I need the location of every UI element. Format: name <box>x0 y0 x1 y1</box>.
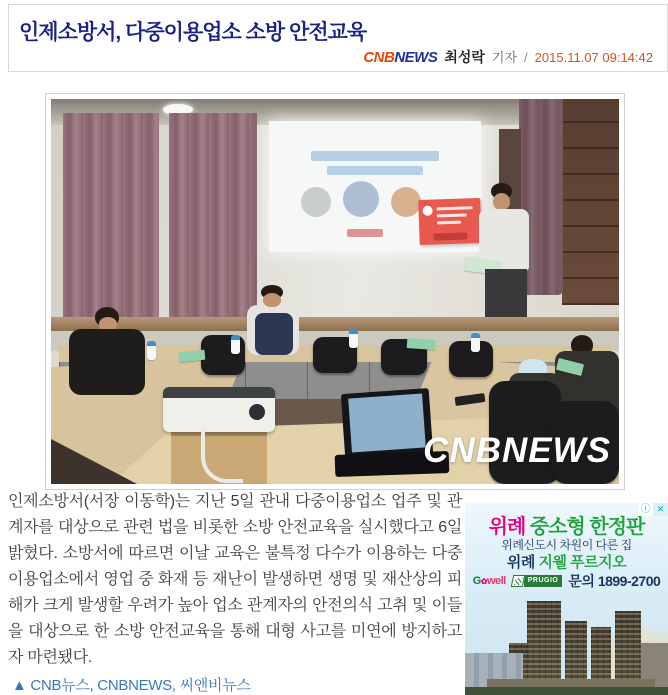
gwell-flower-icon: ✿ <box>480 577 487 586</box>
article-body: 인제소방서(서장 이동학)는 지난 5일 관내 다중이용업소 업주 및 관계자를 대상으로 관련 법을 비롯한 소방 안전교육을 실시했다고 6일 밝혔다. 소방서에 따르면 이날 교육은 불특정 다수가 이용하는 다중이용업소에서 영업 중 화재 등 재난이 발생하면 생명 및 재산상의 피해가 크게 발생할 우려가 높아 업소 관계자의 안전의식 고취 및 이들을 대상으로 한 소방 안전교육을 통해 대형 사고를 미연에 방지하고자 마련됐다. <box>8 493 462 666</box>
red-card-button <box>433 232 467 240</box>
red-card-line <box>437 206 473 210</box>
gwell-logo-g: G <box>472 575 481 587</box>
gwell-logo-well: well <box>486 575 506 587</box>
water-bottle <box>147 341 156 360</box>
article-photo <box>51 99 619 484</box>
slide-image-circle-2 <box>343 181 379 217</box>
slide-red-card <box>418 198 482 245</box>
advertisement[interactable] <box>465 503 668 695</box>
footer-source-links[interactable]: ▲ CNB뉴스, CNBNEWS, 씨앤비뉴스 <box>12 677 251 694</box>
presenter-face <box>493 193 510 210</box>
slide-image-circle-3 <box>391 187 421 217</box>
photo-bookshelf <box>562 99 619 305</box>
slide-subtitle-bar <box>327 166 423 175</box>
byline-separator: / <box>524 50 528 65</box>
projector-cable <box>201 427 243 483</box>
publish-datetime: 2015.11.07 09:14:42 <box>534 50 653 65</box>
red-card-line <box>437 221 461 225</box>
prugio-logo <box>512 575 563 587</box>
cnbnews-logo-cnb: CNB <box>363 49 395 66</box>
projector-lens <box>249 404 265 420</box>
photo-frame <box>45 93 625 490</box>
red-card-logo <box>422 206 432 216</box>
byline <box>363 47 653 67</box>
red-card-line <box>437 213 467 217</box>
ad-headline-rest: 중소형 한정판 <box>525 516 645 538</box>
photo-curtain-left2 <box>169 113 257 321</box>
attendee1-jacket <box>69 329 145 395</box>
ad-info-icon[interactable]: ⓘ <box>638 503 653 516</box>
cnbnews-logo <box>363 49 437 66</box>
laptop-display <box>348 393 426 452</box>
ad-brand-line <box>465 551 668 572</box>
photo-curtain-left <box>63 113 159 325</box>
gwell-logo <box>473 575 506 587</box>
ad-trees <box>465 687 668 695</box>
water-bottle <box>471 333 480 352</box>
prugio-logo-text: PRUGIO <box>524 575 563 587</box>
attendee2-face <box>263 293 281 307</box>
ad-controls <box>638 503 668 516</box>
slide-image-circle-1 <box>301 187 331 217</box>
cnbnews-logo-news: NEWS <box>394 49 438 66</box>
photo-watermark: CNBNEWS <box>423 431 611 470</box>
article-header <box>8 4 668 72</box>
ad-contact-number: 문의 1899-2700 <box>568 573 661 589</box>
ad-close-icon[interactable]: ✕ <box>653 503 668 516</box>
reporter-name: 최성락 <box>444 49 485 65</box>
attendee2-vest <box>255 313 293 355</box>
water-bottle <box>349 329 358 348</box>
slide-title-bar <box>311 151 439 161</box>
slide-logo-bar <box>347 229 383 237</box>
ad-brand-prefix: 위례 <box>506 554 539 571</box>
ad-subline: 위례신도시 차원이 다른 집 <box>501 538 632 552</box>
handout-flyer <box>407 338 436 350</box>
reporter-title: 기자 <box>491 50 518 65</box>
prugio-leaf-icon <box>510 575 525 587</box>
ad-brand-name: 지웰 푸르지오 <box>538 554 627 571</box>
article-title: 인제소방서, 다중이용업소 소방 안전교육 <box>19 21 367 44</box>
ad-headline-brand: 위례 <box>488 516 526 538</box>
water-bottle <box>231 335 240 354</box>
ad-logo-row <box>465 571 668 591</box>
